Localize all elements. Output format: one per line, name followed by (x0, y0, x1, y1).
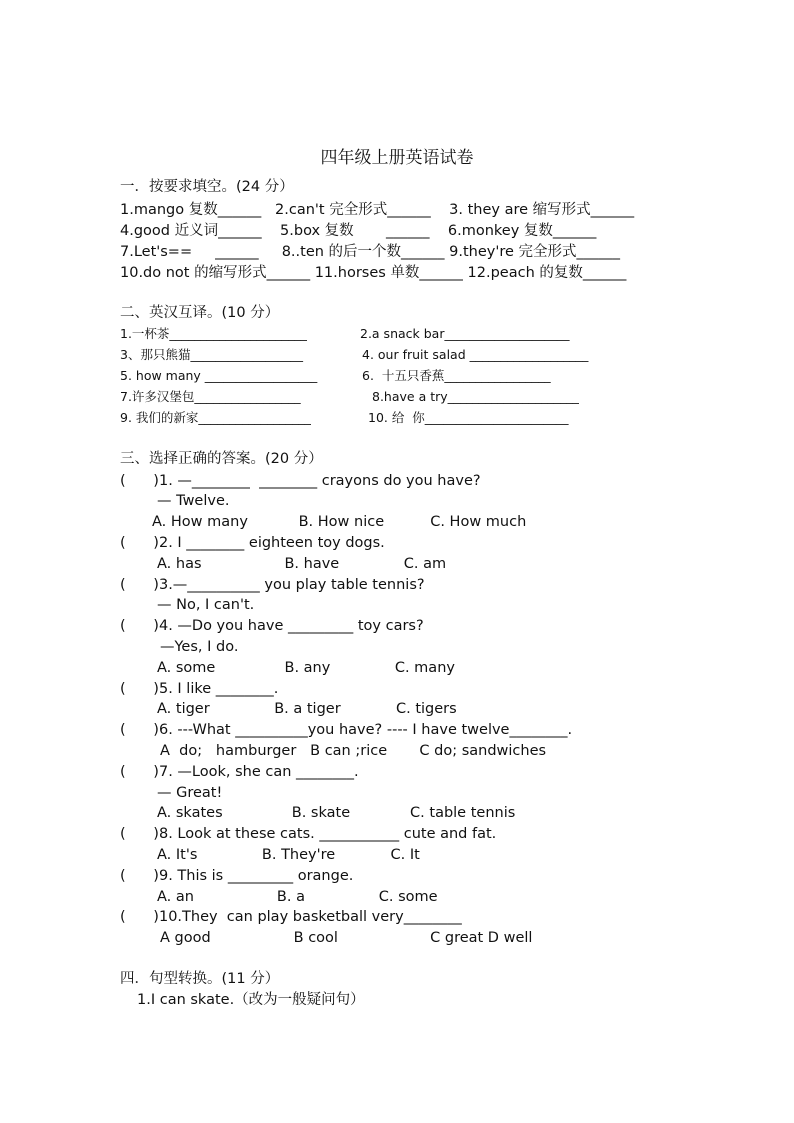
section1-line-3: 7.Let's== ______ 8..ten 的后一个数______ 9.they're 完全形式______ (120, 244, 621, 260)
section2-item-1: 1.一杯茶______________________ (120, 326, 307, 341)
q10-stem: ( )10.They can play basketball very________ (120, 909, 462, 925)
section2-item-4: 4. our fruit salad ___________________ (362, 347, 589, 362)
section2-heading: 二、英汉互译。(10 分） (120, 305, 280, 321)
q1-stem: ( )1. —________ ________ crayons do you have? (120, 473, 481, 489)
section1-line-1: 1.mango 复数______ 2.can't 完全形式______ 3. they are 缩写形式______ (120, 202, 635, 218)
q5-options: A. tiger B. a tiger C. tigers (157, 701, 457, 717)
section2-item-3: 3、那只熊猫__________________ (120, 347, 303, 362)
section2-item-6: 6. 十五只香蕉_________________ (362, 368, 551, 383)
q9-options: A. an B. a C. some (157, 889, 438, 905)
q5-stem: ( )5. I like ________. (120, 681, 279, 697)
page-title: 四年级上册英语试卷 (320, 148, 474, 168)
section2-item-9: 9. 我们的新家__________________ (120, 410, 311, 425)
q6-stem: ( )6. ---What __________you have? ---- I have twelve________. (120, 722, 573, 738)
section1-heading: 一．按要求填空。(24 分） (120, 179, 294, 195)
q8-options: A. It's B. They're C. It (157, 847, 420, 863)
q4-reply: —Yes, I do. (160, 639, 239, 655)
q7-options: A. skates B. skate C. table tennis (157, 805, 516, 821)
section4-heading: 四．句型转换。(11 分） (120, 971, 280, 987)
q6-options: A do; hamburger B can ;rice C do; sandwiches (160, 743, 547, 759)
q7-reply: — Great! (157, 785, 223, 801)
section1-line-2: 4.good 近义词______ 5.box 复数 ______ 6.monkey 复数______ (120, 223, 597, 239)
q8-stem: ( )8. Look at these cats. ___________ cute and fat. (120, 826, 497, 842)
q3-stem: ( )3.—__________ you play table tennis? (120, 577, 425, 593)
section2-item-2: 2.a snack bar____________________ (360, 326, 570, 341)
q4-options: A. some B. any C. many (157, 660, 455, 676)
q4-stem: ( )4. —Do you have _________ toy cars? (120, 618, 424, 634)
q3-reply: — No, I can't. (157, 597, 255, 613)
q2-stem: ( )2. I ________ eighteen toy dogs. (120, 535, 385, 551)
section2-item-5: 5. how many __________________ (120, 368, 318, 383)
q1-options: A. How many B. How nice C. How much (152, 514, 527, 530)
section1-line-4: 10.do not 的缩写形式______ 11.horses 单数______ 12.peach 的复数______ (120, 265, 627, 281)
section4-item-1: 1.I can skate.（改为一般疑问句） (137, 992, 365, 1008)
section2-item-7: 7.许多汉堡包_________________ (120, 389, 301, 404)
q9-stem: ( )9. This is _________ orange. (120, 868, 354, 884)
q2-options: A. has B. have C. am (157, 556, 447, 572)
section3-heading: 三、选择正确的答案。(20 分） (120, 451, 323, 467)
section2-item-8: 8.have a try_____________________ (372, 389, 579, 404)
q7-stem: ( )7. —Look, she can ________. (120, 764, 359, 780)
q10-options: A good B cool C great D well (160, 930, 533, 946)
section2-item-10: 10. 给 你_______________________ (368, 410, 569, 425)
q1-reply: — Twelve. (157, 493, 230, 509)
